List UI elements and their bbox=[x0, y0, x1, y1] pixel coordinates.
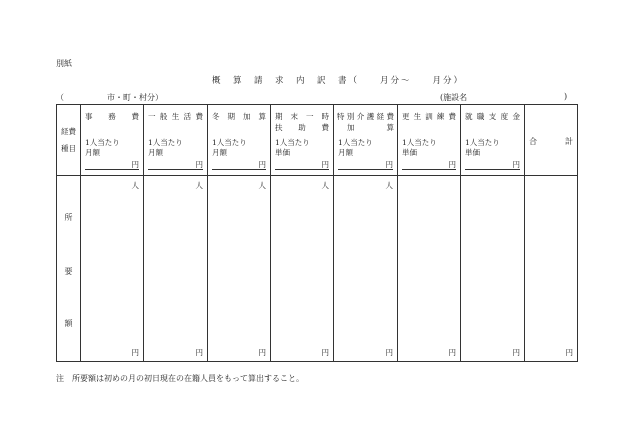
column-name: 事務費 bbox=[85, 112, 139, 121]
expense-type-header bbox=[57, 105, 81, 176]
column-header-tokubetsu-kaigo-keihi bbox=[334, 105, 398, 176]
person-unit: 人 bbox=[258, 181, 266, 190]
total-yen-unit: 円 bbox=[565, 348, 573, 357]
column-sub2: 月額 bbox=[212, 148, 227, 157]
column-name: 更生訓練費 bbox=[402, 112, 456, 121]
column-sub1: 1人当たり bbox=[465, 138, 500, 147]
amount-cell-touki-kasan[interactable] bbox=[208, 176, 271, 362]
facility-close-paren: ) bbox=[564, 92, 568, 101]
amount-yen-unit: 円 bbox=[258, 348, 266, 357]
document-title: 概 算 請 求 内 訳 書（ 月分〜 月分） bbox=[212, 76, 465, 86]
amount-yen-unit: 円 bbox=[385, 348, 393, 357]
amount-cell-tokubetsu-kaigo-keihi[interactable] bbox=[334, 176, 398, 362]
unit-price-field[interactable]: 円 bbox=[338, 160, 393, 170]
required-amount-label-cell bbox=[57, 176, 81, 362]
column-name: 特別介護経費 bbox=[337, 112, 394, 121]
column-name: 期末一時 bbox=[275, 112, 329, 121]
column-name-line2: 扶助費 bbox=[275, 123, 329, 132]
column-name: 就職支度金 bbox=[465, 112, 520, 121]
amount-cell-kimatsu-ichiji-fujohi[interactable] bbox=[271, 176, 334, 362]
municipality-label: 市・町・村分） bbox=[107, 93, 163, 102]
amount-cell-kousei-kunrenhi[interactable] bbox=[398, 176, 461, 362]
column-header-shushoku-shitakukin bbox=[461, 105, 525, 176]
attachment-label: 別紙 bbox=[56, 59, 72, 68]
column-sub1: 1人当たり bbox=[148, 138, 183, 147]
column-sub1: 1人当たり bbox=[85, 138, 120, 147]
required-label-char3: 額 bbox=[64, 319, 73, 328]
column-header-ippan-seikatsuhi bbox=[144, 105, 208, 176]
column-name: 冬期加算 bbox=[212, 112, 266, 121]
column-sub2: 単価 bbox=[402, 148, 417, 157]
footnote: 注 所要額は初めの月の初日現在の在籍人員をもって算出すること。 bbox=[56, 374, 304, 383]
column-sub2: 単価 bbox=[465, 148, 480, 157]
column-header-kousei-kunrenhi bbox=[398, 105, 461, 176]
unit-price-field[interactable]: 円 bbox=[275, 160, 329, 170]
expense-type-line2: 種目 bbox=[61, 144, 76, 153]
amount-yen-unit: 円 bbox=[512, 348, 520, 357]
amount-cell-shushoku-shitakukin[interactable] bbox=[461, 176, 525, 362]
column-sub2: 単価 bbox=[275, 148, 290, 157]
column-sub2: 月額 bbox=[148, 148, 163, 157]
amount-yen-unit: 円 bbox=[195, 348, 203, 357]
budget-breakdown-table bbox=[56, 104, 578, 362]
person-unit: 人 bbox=[195, 181, 203, 190]
required-label-char1: 所 bbox=[64, 213, 73, 222]
person-unit: 人 bbox=[385, 181, 393, 190]
total-header: 合計 bbox=[529, 137, 573, 146]
column-header-total bbox=[525, 105, 578, 176]
column-name-line2: 加算 bbox=[347, 123, 394, 132]
unit-price-field[interactable]: 円 bbox=[148, 160, 203, 170]
facility-label: (施設名 bbox=[440, 93, 468, 102]
amount-yen-unit: 円 bbox=[321, 348, 329, 357]
column-sub1: 1人当たり bbox=[275, 138, 310, 147]
amount-cell-jimuhi[interactable] bbox=[81, 176, 144, 362]
column-sub1: 1人当たり bbox=[212, 138, 247, 147]
required-label-char2: 要 bbox=[64, 267, 73, 276]
unit-price-field[interactable]: 円 bbox=[85, 160, 139, 170]
unit-price-field[interactable]: 円 bbox=[212, 160, 266, 170]
person-unit: 人 bbox=[131, 181, 139, 190]
column-sub2: 月額 bbox=[338, 148, 353, 157]
expense-type-line1: 経費 bbox=[61, 127, 76, 136]
column-sub1: 1人当たり bbox=[338, 138, 373, 147]
amount-yen-unit: 円 bbox=[131, 348, 139, 357]
column-header-touki-kasan bbox=[208, 105, 271, 176]
amount-cell-ippan-seikatsuhi[interactable] bbox=[144, 176, 208, 362]
amount-yen-unit: 円 bbox=[448, 348, 456, 357]
amount-cell-total[interactable] bbox=[525, 176, 578, 362]
column-name: 一般生活費 bbox=[148, 112, 203, 121]
column-sub1: 1人当たり bbox=[402, 138, 437, 147]
column-sub2: 月額 bbox=[85, 148, 100, 157]
column-header-kimatsu-ichiji-fujohi bbox=[271, 105, 334, 176]
unit-price-field[interactable]: 円 bbox=[465, 160, 520, 170]
unit-price-field[interactable]: 円 bbox=[402, 160, 456, 170]
municipality-open-paren: （ bbox=[56, 93, 64, 102]
column-header-jimuhi bbox=[81, 105, 144, 176]
person-unit: 人 bbox=[321, 181, 329, 190]
